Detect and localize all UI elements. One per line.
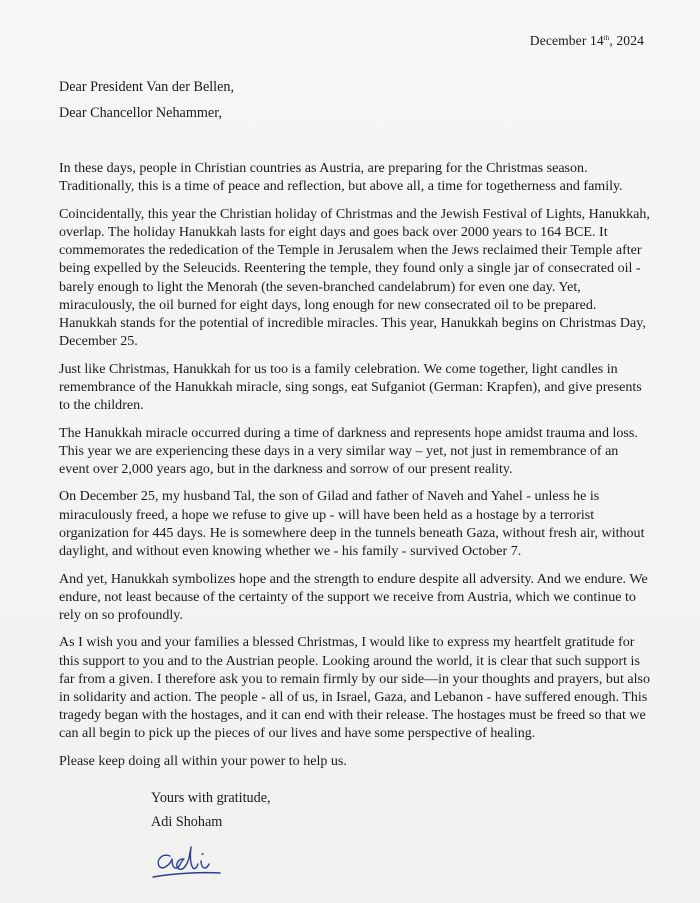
paragraph-hostage: On December 25, my husband Tal, the son of Gilad and father of Naveh and Yahel - unless he is miraculously freed, a hope we refuse to give up - will have been held as a hostage by a terrorist organization for 445 days. He is somewhere deep in the tunnels beneath Gaza, without fresh air, without daylight, and without even knowing whether we - his family - survived October 7. [59,488,645,560]
paragraph-family-celebration: Just like Christmas, Hanukkah for us too is a family celebration. We come together, light candles in remembrance of the Hanukkah miracle, sing songs, eat Sufganiot (German: Krapfen), and give presents to the children. [59,360,642,414]
paragraph-hanukkah-history: Coincidentally, this year the Christian holiday of Christmas and the Jewish Festival of Lights, Hanukkah, overlap. The holiday Hanukkah lasts for eight days and goes back over 2000 years to 164 BCE. It commemorates the rededication of the Temple in Jerusalem when the Jews reclaimed their Temple after being expelled by the Seleucids. Reentering the temple, they found only a single jar of consecrated oil - barely enough to light the Menorah (the seven-branched candelabrum) for even one day. Yet, miraculously, the oil burned for eight days, long enough for new consecrated oil to be prepared. Hanukkah stands for the potential of incredible miracles. This year, Hanukkah begins on Christmas Day, December 25. [59,205,650,350]
paragraph-gratitude: As I wish you and your families a blessed Christmas, I would like to express my heartfelt gratitude for this support to you and to the Austrian people. Looking around the world, it is clear that such support is far from a given. I therefore ask you to remain firmly by our side—in your thoughts and prayers, but also in solidarity and action. The people - all of us, in Israel, Gaza, and Lebanon - have suffered enough. This tragedy began with the hostages, and it can end with their release. The hostages must be freed so that we can all begin to pick up the pieces of our lives and have some perspective of healing. [59,634,650,742]
letter-date: December 14th, 2024 [529,33,644,48]
signer-name: Adi Shoham [151,814,223,830]
closing-block [151,790,271,838]
paragraph-miracle-darkness: The Hanukkah miracle occurred during a time of darkness and represents hope amidst trauma and loss. This year we are experiencing these days in a very similar way – yet, not just in remembrance of an event over 2,000 years ago, but in the darkness and sorrow of our present reality. [59,424,638,477]
handwritten-signature [150,840,250,885]
paragraph-endurance: And yet, Hanukkah symbolizes hope and the strength to endure despite all adversity. And we endure. We endure, not least because of the certainty of the support we receive from Austria, which we continue to rely on so profoundly. [59,570,648,623]
salutation-president: Dear President Van der Bellen, [59,79,235,95]
salutation-chancellor: Dear Chancellor Nehammer, [59,105,222,121]
letter-body [59,159,652,779]
paragraph-intro: In these days, people in Christian countries as Austria, are preparing for the Christmas season. Traditionally, this is a time of peace and reflection, but above all, a time for togetherness and family. [59,160,623,195]
salutations [59,79,234,131]
paragraph-request: Please keep doing all within your power to help us. [59,752,347,769]
closing-phrase: Yours with gratitude, [151,790,271,806]
